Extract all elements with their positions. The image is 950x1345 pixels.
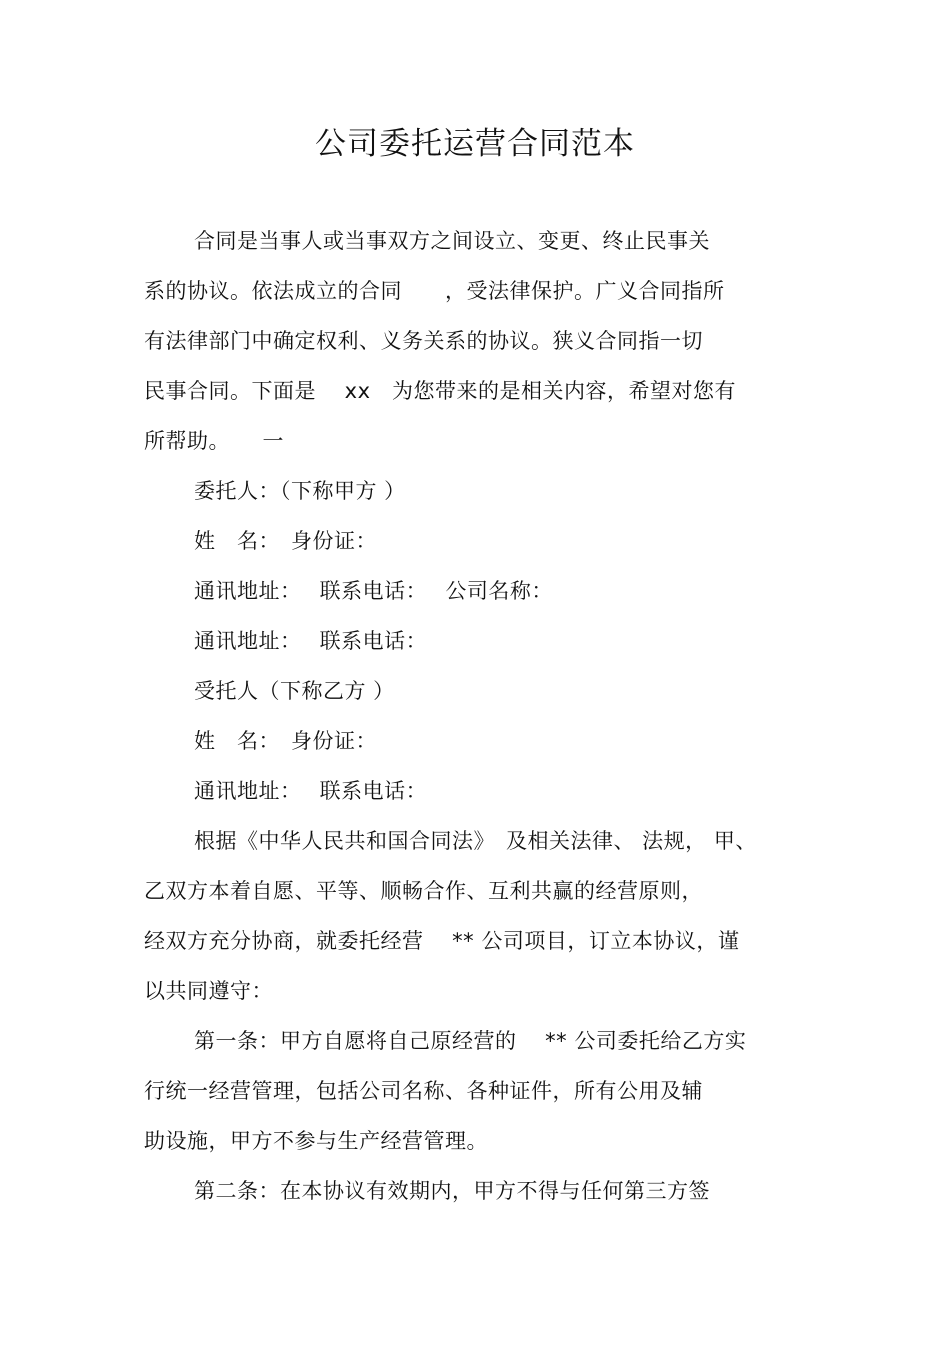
article-two-line: 第二条：在本协议有效期内，甲方不得与任何第三方签 (194, 1179, 710, 1203)
trustee-name-id-line: 姓 名： 身份证： (194, 729, 377, 753)
body-line: 系的协议。依法成立的合同 ，受法律保护。广义合同指所 (144, 279, 725, 303)
document-title: 公司委托运营合同范本 (315, 126, 635, 162)
body-line: 民事合同。下面是 xx 为您带来的是相关内容，希望对您有 (144, 379, 737, 403)
client-contact-line-2: 通讯地址： 联系电话： (194, 629, 428, 653)
client-name-id-line: 姓 名： 身份证： (194, 529, 377, 553)
trustee-contact-line: 通讯地址： 联系电话： (194, 779, 428, 803)
body-line: 根据《中华人民共和国合同法》 及相关法律、 法规， 甲、 (194, 829, 757, 853)
body-line: 经双方充分协商，就委托经营 ** 公司项目，订立本协议，谨 (144, 929, 740, 953)
trustee-label: 受托人（下称乙方 ） (194, 679, 395, 703)
article-one-line: 第一条：甲方自愿将自己原经营的 ** 公司委托给乙方实 (194, 1029, 747, 1053)
body-line: 乙双方本着自愿、平等、顺畅合作、互利共赢的经营原则， (144, 879, 703, 903)
body-line: 合同是当事人或当事双方之间设立、变更、终止民事关 (194, 229, 710, 253)
article-one-line: 行统一经营管理，包括公司名称、各种证件，所有公用及辅 (144, 1079, 703, 1103)
body-line: 以共同遵守： (144, 979, 273, 1003)
client-label: 委托人：（下称甲方 ） (194, 479, 406, 503)
article-one-line: 助设施，甲方不参与生产经营管理。 (144, 1129, 488, 1153)
body-line: 所帮助。 一 (144, 429, 284, 453)
body-line: 有法律部门中确定权利、义务关系的协议。狭义合同指一切 (144, 329, 703, 353)
client-contact-line: 通讯地址： 联系电话： 公司名称： (194, 579, 553, 603)
